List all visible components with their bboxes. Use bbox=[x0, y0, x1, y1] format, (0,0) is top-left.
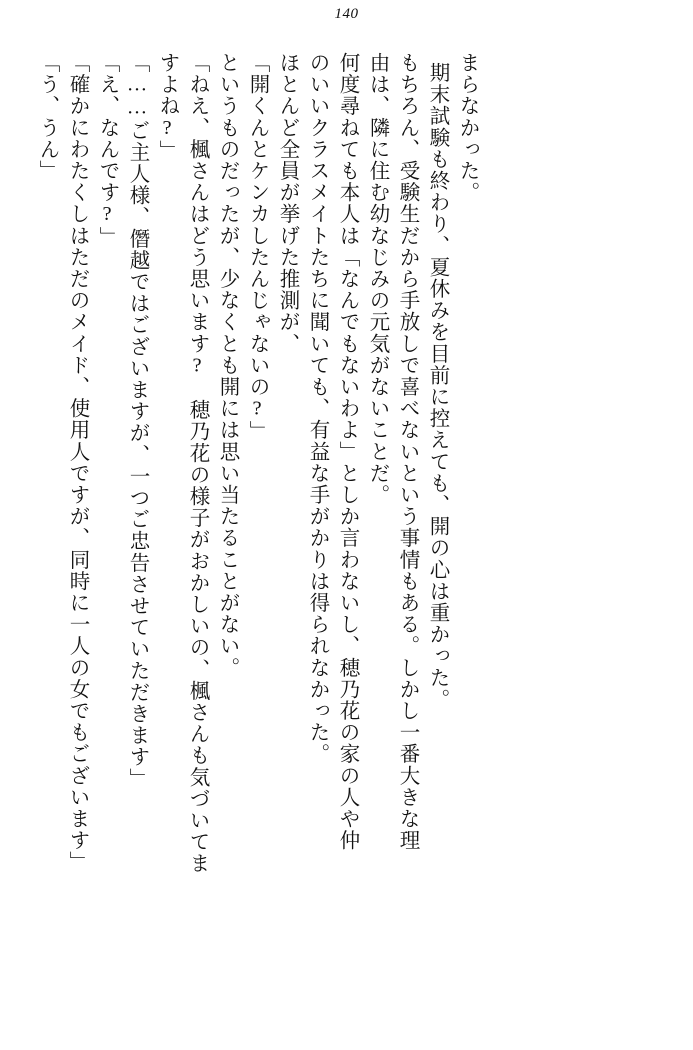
text-column: もちろん、受験生だから手放しで喜べないという事情もある。しかし一番大きな理 bbox=[396, 52, 418, 852]
text-column: まらなかった。 bbox=[456, 52, 478, 204]
text-column: 由は、隣に住む幼なじみの元気がないことだ。 bbox=[366, 52, 388, 506]
vertical-text-body bbox=[27, 52, 667, 1002]
page-number: 140 bbox=[334, 6, 359, 22]
text-column: 「え、なんです?」 bbox=[96, 52, 118, 248]
text-column: というものだったが、少なくとも開には思い当たることがない。 bbox=[216, 52, 238, 679]
text-column: ほとんど全員が挙げた推測が、 bbox=[276, 52, 298, 355]
text-column: 期末試験も終わり、夏休みを目前に控えても、開の心は重かった。 bbox=[426, 62, 448, 710]
text-column: 「確かにわたくしはただのメイド、使用人ですが、同時に一人の女でもございます」 bbox=[66, 52, 88, 873]
text-column: 「開くんとケンカしたんじゃないの?」 bbox=[246, 52, 268, 443]
text-column: 「……ご主人様、僭越ではございますが、一つご忠告させていただきます」 bbox=[126, 52, 148, 790]
text-column: 何度尋ねても本人は「なんでもないわよ」としか言わないし、穂乃花の家の人や仲 bbox=[336, 52, 358, 852]
text-column: 「ねえ、楓さんはどう思います? 穂乃花の様子がおかしいの、楓さんも気づいてま bbox=[186, 52, 208, 875]
text-column: 「う、うん」 bbox=[36, 52, 58, 182]
text-column: のいいクラスメイトたちに聞いても、有益な手がかりは得られなかった。 bbox=[306, 52, 328, 765]
text-column: すよね?」 bbox=[156, 52, 178, 162]
